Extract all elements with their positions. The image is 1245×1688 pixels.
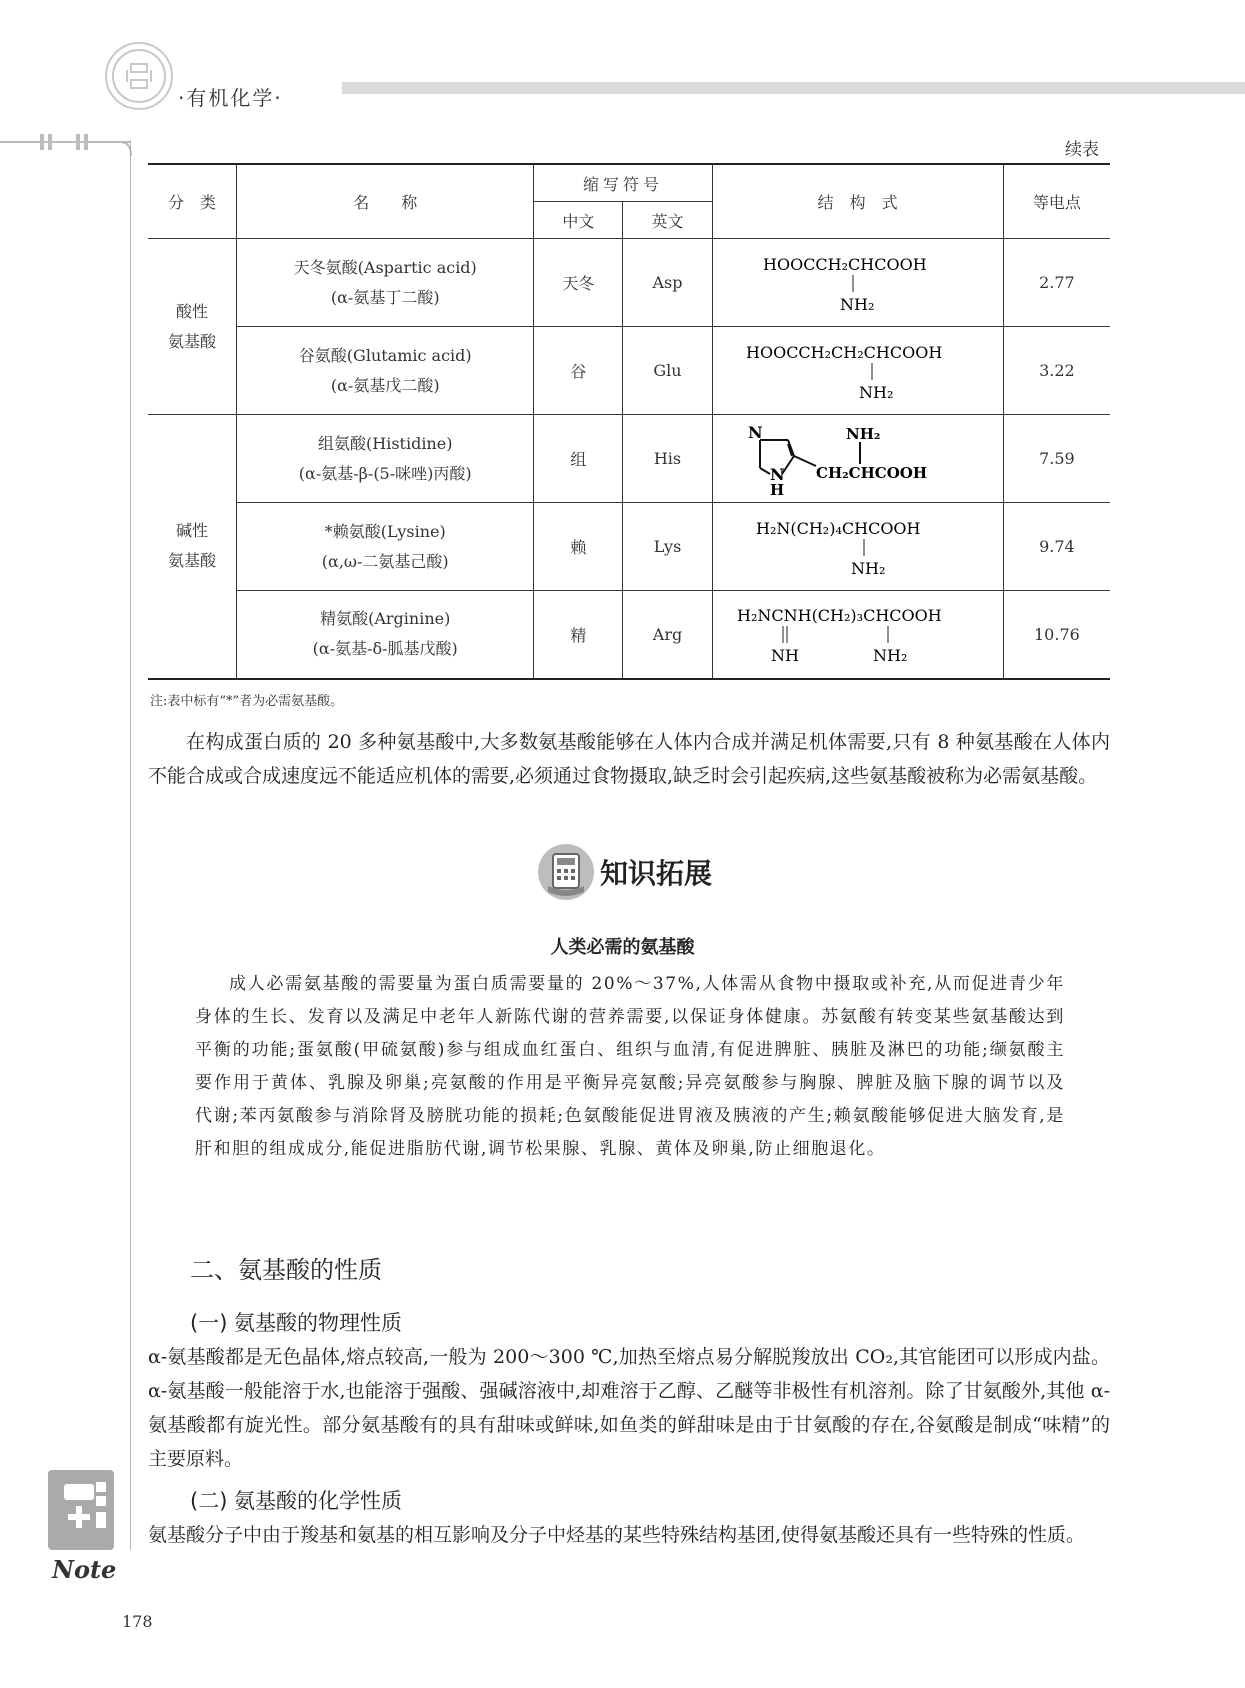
svg-text:NH₂: NH₂: [845, 424, 881, 443]
svg-text:H₂N(CH₂)₄CHCOOH: H₂N(CH₂)₄CHCOOH: [755, 518, 921, 538]
structure-formula: [712, 327, 1003, 415]
section-title: 二、氨基酸的性质: [190, 1256, 382, 1284]
extension-body: 成人必需氨基酸的需要量为蛋白质需要量的 20%～37%,人体需从食物中摄取或补充,从而促进青少年身体的生长、发育以及满足中老年人新陈代谢的营养需要,以保证身体健康。苏氨酸有转变某些氨基酸达到平衡的功能;蛋氨酸(甲硫氨酸)参与组成血红蛋白、组织与血清,有促进脾脏、胰脏及淋巴的功能;缬氨酸主要作用于黄体、乳腺及卵巢;亮氨酸的作用是平衡异亮氨酸;异亮氨酸参与胸腺、脾脏及脑下腺的调节以及代谢;苯丙氨酸参与消除肾及膀胱功能的损耗;色氨酸能促进胃液及胰液的产生;赖氨酸能够促进大脑发育,是肝和胆的组成成分,能促进脂肪代谢,调节松果腺、乳腺、黄体及卵巢,防止细胞退化。: [195, 974, 1065, 1159]
page-number: 178: [122, 1612, 153, 1631]
category-basic: 碱性 氨基酸: [148, 415, 237, 679]
svg-text:HOOCCH₂CHCOOH: HOOCCH₂CHCOOH: [762, 254, 927, 274]
header-pi: 等电点: [1003, 164, 1110, 239]
abbr-cn: 谷: [534, 327, 623, 415]
amino-acid-name: 天冬氨酸(Aspartic acid) (α-氨基丁二酸): [237, 239, 534, 327]
header-abbr-cn: 中文: [534, 202, 623, 239]
structure-formula: [712, 591, 1003, 679]
svg-text:HOOCCH₂CH₂CHCOOH: HOOCCH₂CH₂CHCOOH: [745, 342, 942, 362]
table-row: [148, 327, 1110, 415]
amino-acid-table: [148, 163, 1110, 680]
svg-text:H₂NCNH(CH₂)₃CHCOOH: H₂NCNH(CH₂)₃CHCOOH: [736, 606, 942, 626]
structure-formula: [712, 239, 1003, 327]
isoelectric-point: 9.74: [1003, 503, 1110, 591]
header-bar: [342, 82, 1245, 94]
header-category: 分 类: [148, 164, 237, 239]
continued-label: 续表: [1065, 140, 1099, 160]
svg-text:H: H: [769, 480, 784, 496]
abbr-en: His: [623, 415, 712, 503]
svg-text:NH: NH: [770, 646, 799, 666]
abbr-cn: 天冬: [534, 239, 623, 327]
svg-text:N: N: [769, 464, 785, 484]
calculator-book-icon: [536, 842, 596, 902]
abbr-cn: 精: [534, 591, 623, 679]
isoelectric-point: 3.22: [1003, 327, 1110, 415]
abbr-en: Asp: [623, 239, 712, 327]
chemical-properties-paragraph: 氨基酸分子中由于羧基和氨基的相互影响及分子中烃基的某些特殊结构基团,使得氨基酸还具有一些特殊的性质。: [148, 1524, 1086, 1546]
sidebar-line: [130, 140, 131, 1550]
svg-text:N: N: [747, 422, 763, 442]
svg-text:NH₂: NH₂: [839, 294, 875, 314]
amino-acid-name: 组氨酸(Histidine) (α-氨基-β-(5-咪唑)丙酸): [237, 415, 534, 503]
table-row: [148, 503, 1110, 591]
imidazole-structure: [728, 422, 988, 496]
svg-text:CH₂CHCOOH: CH₂CHCOOH: [815, 463, 927, 482]
abbr-cn: 组: [534, 415, 623, 503]
intro-paragraph: 在构成蛋白质的 20 多种氨基酸中,大多数氨基酸能够在人体内合成并满足机体需要,只有 8 种氨基酸在人体内不能合成或合成速度远不能适应机体的需要,必须通过食物摄取,缺乏时会引起疾病,这些氨基酸被称为必需氨基酸。: [148, 731, 1110, 787]
header-structure: 结 构 式: [712, 164, 1003, 239]
amino-acid-name: *赖氨酸(Lysine) (α,ω-二氨基己酸): [237, 503, 534, 591]
subsection-title-chemical: (二) 氨基酸的化学性质: [190, 1489, 403, 1513]
flower-logo-icon: [103, 40, 175, 112]
isoelectric-point: 10.76: [1003, 591, 1110, 679]
isoelectric-point: 2.77: [1003, 239, 1110, 327]
header-abbr: 缩写符号: [534, 164, 712, 202]
extension-title: 知识拓展: [600, 857, 713, 890]
extension-subtitle: 人类必需的氨基酸: [550, 937, 695, 958]
physical-properties-paragraph: α-氨基酸都是无色晶体,熔点较高,一般为 200～300 ℃,加热至熔点易分解脱羧放出 CO₂,其官能团可以形成内盐。α-氨基酸一般能溶于水,也能溶于强酸、强碱溶液中,却难溶于乙醇、乙醚等非极性有机溶剂。除了甘氨酸外,其他 α-氨基酸都有旋光性。部分氨基酸有的具有甜味或鲜味,如鱼类的鲜甜味是由于甘氨酸的存在,谷氨酸是制成“味精”的主要原料。: [148, 1346, 1110, 1470]
table-row: [148, 591, 1110, 679]
table-row: [148, 415, 1110, 503]
abbr-en: Glu: [623, 327, 712, 415]
abbr-cn: 赖: [534, 503, 623, 591]
abbr-en: Arg: [623, 591, 712, 679]
svg-text:NH₂: NH₂: [872, 646, 908, 666]
svg-text:NH₂: NH₂: [858, 382, 894, 402]
running-head: ·有机化学·: [178, 86, 283, 110]
structure-formula: [712, 503, 1003, 591]
notebook-icon: [46, 1468, 120, 1554]
header-name: 名 称: [237, 164, 534, 239]
structure-formula: [712, 415, 1003, 503]
note-label: Note: [52, 1555, 117, 1584]
isoelectric-point: 7.59: [1003, 415, 1110, 503]
amino-acid-name: 精氨酸(Arginine) (α-氨基-δ-胍基戊酸): [237, 591, 534, 679]
svg-text:NH₂: NH₂: [850, 558, 886, 578]
category-acidic: 酸性 氨基酸: [148, 239, 237, 415]
table-note: 注:表中标有“*”者为必需氨基酸。: [150, 694, 344, 709]
sidebar-decoration-icon: [0, 134, 180, 164]
amino-acid-name: 谷氨酸(Glutamic acid) (α-氨基戊二酸): [237, 327, 534, 415]
header-abbr-en: 英文: [623, 202, 712, 239]
table-row: [148, 239, 1110, 327]
subsection-title-physical: (一) 氨基酸的物理性质: [190, 1311, 403, 1335]
abbr-en: Lys: [623, 503, 712, 591]
